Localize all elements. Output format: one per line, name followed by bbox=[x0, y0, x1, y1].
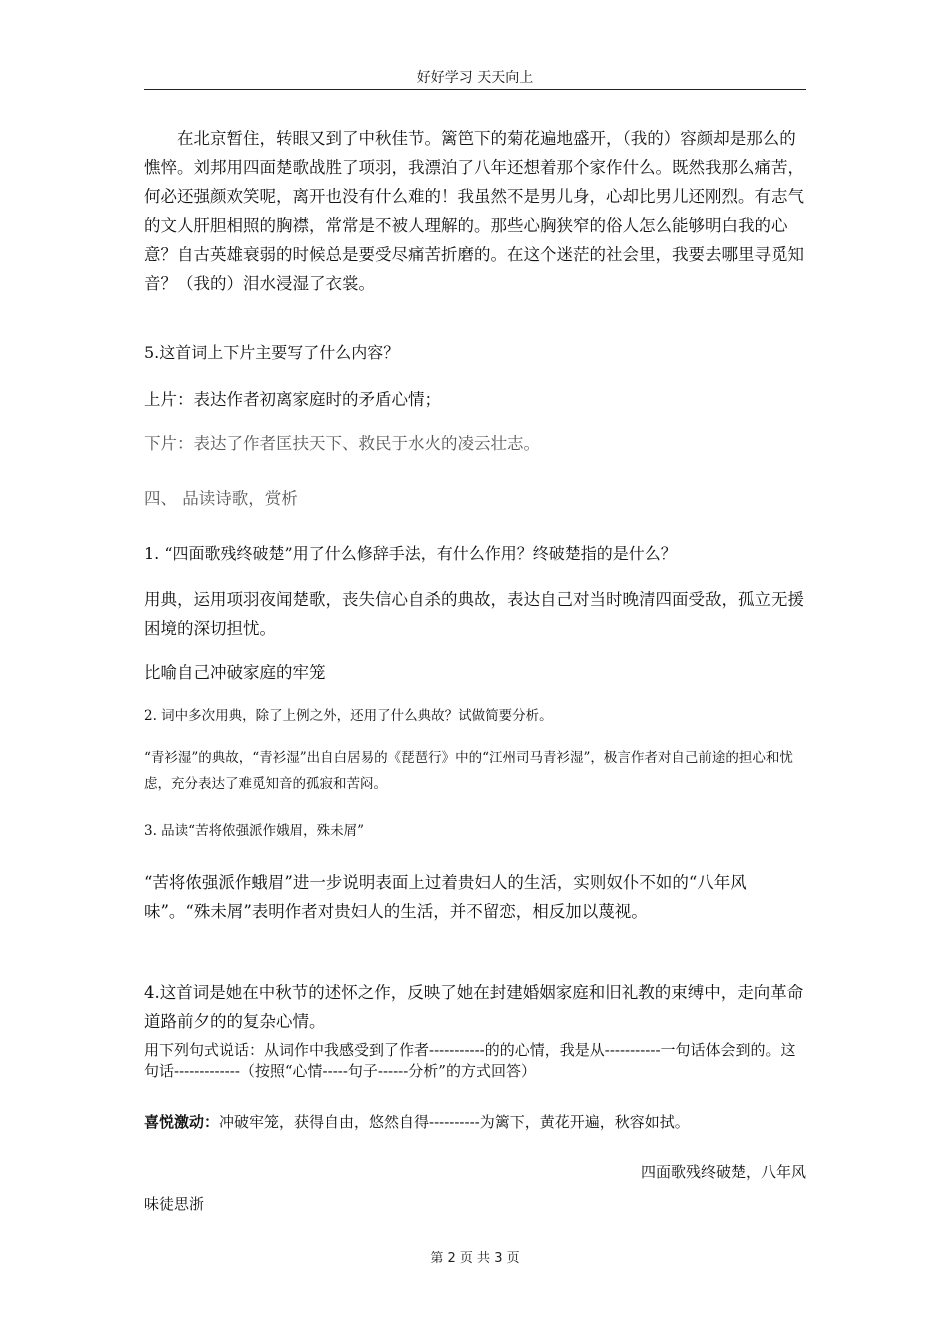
question-2: 2. 词中多次用典，除了上例之外，还用了什么典故？试做简要分析。 bbox=[144, 708, 553, 724]
answer-3: “苦将侬强派作蛾眉”进一步说明表面上过着贵妇人的生活，实则奴仆不如的“八年风味”。“殊未屑”表明作者对贵妇人的生活，并不留恋，相反加以蔑视。 bbox=[144, 873, 747, 921]
page-footer: 第 2 页 共 3 页 bbox=[430, 1251, 520, 1266]
question-3: 3. 品读“苦将侬强派作娥眉，殊未屑” bbox=[144, 823, 364, 839]
answer-2: “青衫湿”的典故，“青衫湿”出自白居易的《琵琶行》中的“江州司马青衫湿”，极言作者对自己前途的担心和忧虑，充分表达了难觅知音的孤寂和苦闷。 bbox=[144, 750, 793, 792]
question-4: 4.这首词是她在中秋节的述怀之作，反映了她在封建婚姻家庭和旧礼教的束缚中，走向革命道路前夕的的复杂心情。 bbox=[144, 983, 804, 1031]
question-4-task: 用下列句式说话：从词作中我感受到了作者-----------的的心情，我是从-----------一句话体会到的。这句话-------------（按照“心情-----句子------分析”的方式回答） bbox=[144, 1041, 796, 1080]
header-rule bbox=[144, 89, 806, 90]
answer-4-quote-tail: 味徒思浙 bbox=[144, 1195, 205, 1213]
page-header: 好好学习 天天向上 bbox=[416, 70, 534, 86]
answer-4-quote: 四面歌残终破楚，八年风 bbox=[640, 1163, 806, 1181]
answer-1-extra: 比喻自己冲破家庭的牢笼 bbox=[144, 663, 326, 682]
question-1: 1. “四面歌残终破楚”用了什么修辞手法，有什么作用？终破楚指的是什么？ bbox=[144, 544, 677, 563]
translation-paragraph: 在北京暂住，转眼又到了中秋佳节。篱笆下的菊花遍地盛开，（我的）容颜却是那么的憔悴。刘邦用四面楚歌战胜了项羽，我漂泊了八年还想着那个家作什么。既然我那么痛苦，何必还强颜欢笑呢，离开也没有什么难的！我虽然不是男儿身，心却比男儿还刚烈。有志气的文人肝胆相照的胸襟，常常是不被人理解的。那些心胸狭窄的俗人怎么能够明白我的心意？自古英雄衰弱的时候总是要受尽痛苦折磨的。在这个迷茫的社会里，我要去哪里寻觅知音？（我的）泪水浸湿了衣裳。 bbox=[144, 129, 804, 293]
section-4-heading: 四、 品读诗歌，赏析 bbox=[144, 489, 298, 508]
answer-5-upper: 上片：表达作者初离家庭时的矛盾心情； bbox=[144, 390, 441, 409]
answer-4 bbox=[144, 1110, 806, 1134]
answer-5-lower: 下片：表达了作者匡扶天下、救民于水火的凌云壮志。 bbox=[144, 434, 540, 453]
answer-4-text: 冲破牢笼，获得自由，悠然自得----------为篱下，黄花开遍，秋容如拭。 bbox=[219, 1113, 690, 1131]
question-5: 5.这首词上下片主要写了什么内容？ bbox=[144, 343, 400, 362]
answer-4-label: 喜悦激动： bbox=[144, 1113, 220, 1131]
answer-1: 用典，运用项羽夜闻楚歌，丧失信心自杀的典故，表达自己对当时晚清四面受敌，孤立无援困境的深切担忧。 bbox=[144, 590, 804, 638]
